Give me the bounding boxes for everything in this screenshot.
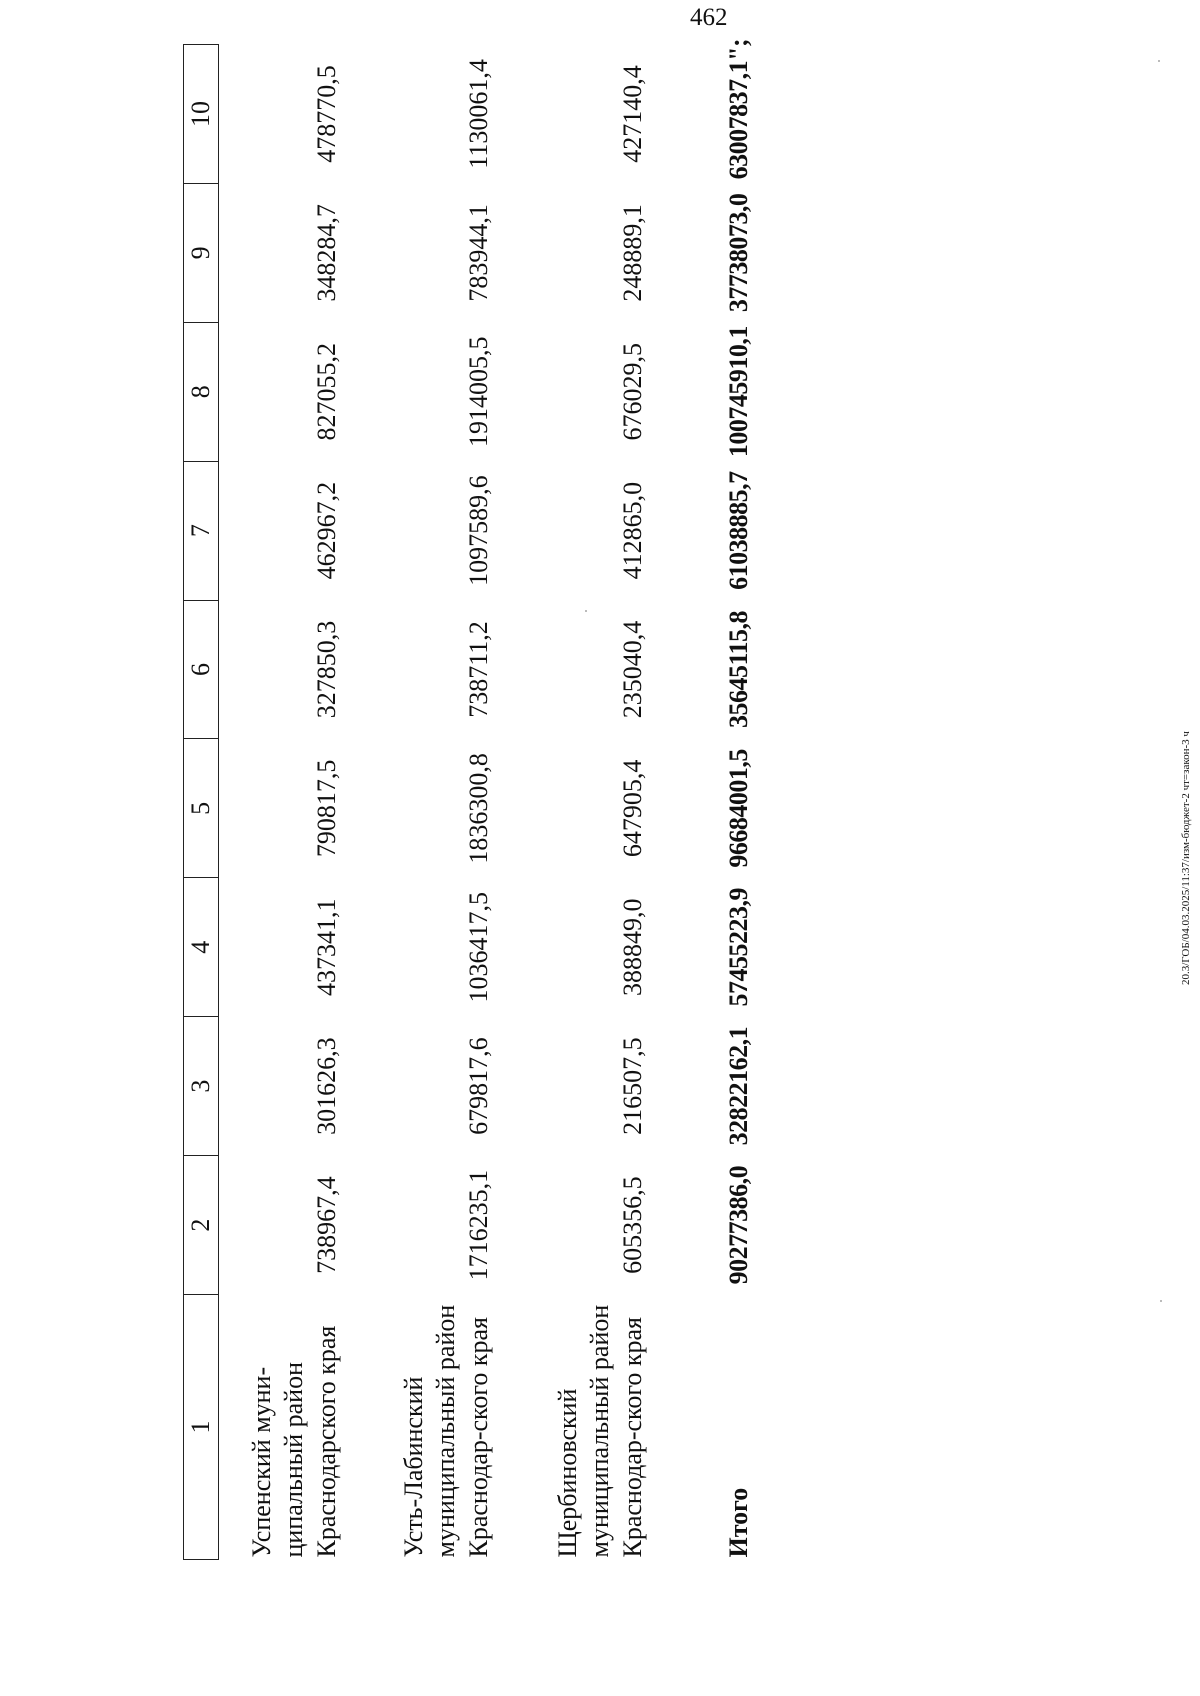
value-cell: 738711,2	[463, 621, 493, 718]
header-cell: 7	[184, 461, 219, 600]
value-cell: 738967,4	[311, 1176, 341, 1274]
total-value: 61038885,7	[723, 471, 753, 590]
value-cell: 388849,0	[617, 898, 647, 997]
scan-speck	[585, 610, 587, 612]
total-value: 63007837,1";	[723, 38, 753, 180]
value-cell: 412865,0	[617, 481, 647, 580]
total-value: 96684001,5	[723, 749, 753, 868]
value-cell: 437341,1	[311, 898, 341, 997]
header-cell: 10	[184, 44, 219, 183]
table-row	[345, 44, 497, 1559]
value-cell: 235040,4	[617, 620, 647, 719]
document-side-note: 20.3/ГОБ/04.03.2025/11:37/изм-бюджет-2 чт=закон-3 ч	[1180, 731, 1192, 985]
total-value: 90277386,0	[723, 1165, 753, 1285]
total-row	[651, 44, 757, 1559]
value-cell: 1914005,5	[463, 336, 493, 447]
municipality-name: Усть-Лабинский муниципальный район Краснодар-ского края	[398, 1304, 493, 1558]
value-cell: 783944,1	[463, 204, 493, 302]
value-cell: 1716235,1	[463, 1169, 493, 1281]
value-cell: 478770,5	[311, 65, 341, 163]
value-cell: 790817,5	[311, 759, 341, 858]
table-row	[219, 44, 346, 1559]
header-cell: 2	[184, 1156, 219, 1295]
municipality-name: Щербиновский муниципальный район Краснодар-ского края	[552, 1304, 647, 1558]
scan-speck	[1158, 60, 1160, 62]
value-cell: 327850,3	[311, 620, 341, 719]
total-value: 37738073,0	[723, 193, 753, 313]
total-value: 100745910,1	[723, 326, 753, 458]
value-cell: 216507,5	[617, 1037, 647, 1135]
budget-table	[183, 38, 757, 1560]
header-cell: 9	[184, 183, 219, 322]
header-cell: 3	[184, 1017, 219, 1156]
header-cell: 5	[184, 739, 219, 878]
value-cell: 827055,2	[311, 342, 341, 441]
value-cell: 1836300,8	[463, 753, 493, 864]
value-cell: 1130061,4	[463, 59, 493, 169]
total-label: Итого	[723, 1487, 753, 1558]
value-cell: 348284,7	[311, 204, 341, 302]
total-value: 32822162,1	[723, 1026, 753, 1146]
value-cell: 301626,3	[311, 1037, 341, 1135]
value-cell: 427140,4	[617, 65, 647, 163]
value-cell: 1097589,6	[463, 475, 493, 586]
value-cell: 1036417,5	[463, 892, 493, 1003]
header-cell: 4	[184, 878, 219, 1017]
total-value: 35645115,8	[723, 610, 753, 729]
value-cell: 679817,6	[463, 1037, 493, 1135]
header-cell: 1	[184, 1295, 219, 1560]
value-cell: 248889,1	[617, 204, 647, 302]
scan-speck	[1160, 1300, 1162, 1302]
total-value: 57455223,9	[723, 888, 753, 1007]
value-cell: 462967,2	[311, 481, 341, 580]
header-cell: 6	[184, 600, 219, 739]
municipality-name: Успенский муни-ципальный район Краснодарского края	[246, 1325, 341, 1558]
header-row	[184, 44, 219, 1559]
table-row	[497, 44, 651, 1559]
value-cell: 647905,4	[617, 759, 647, 858]
rotated-table-wrapper	[183, 38, 823, 1560]
page-number: 462	[690, 4, 728, 31]
value-cell: 605356,5	[617, 1176, 647, 1274]
value-cell: 676029,5	[617, 342, 647, 441]
header-cell: 8	[184, 322, 219, 461]
